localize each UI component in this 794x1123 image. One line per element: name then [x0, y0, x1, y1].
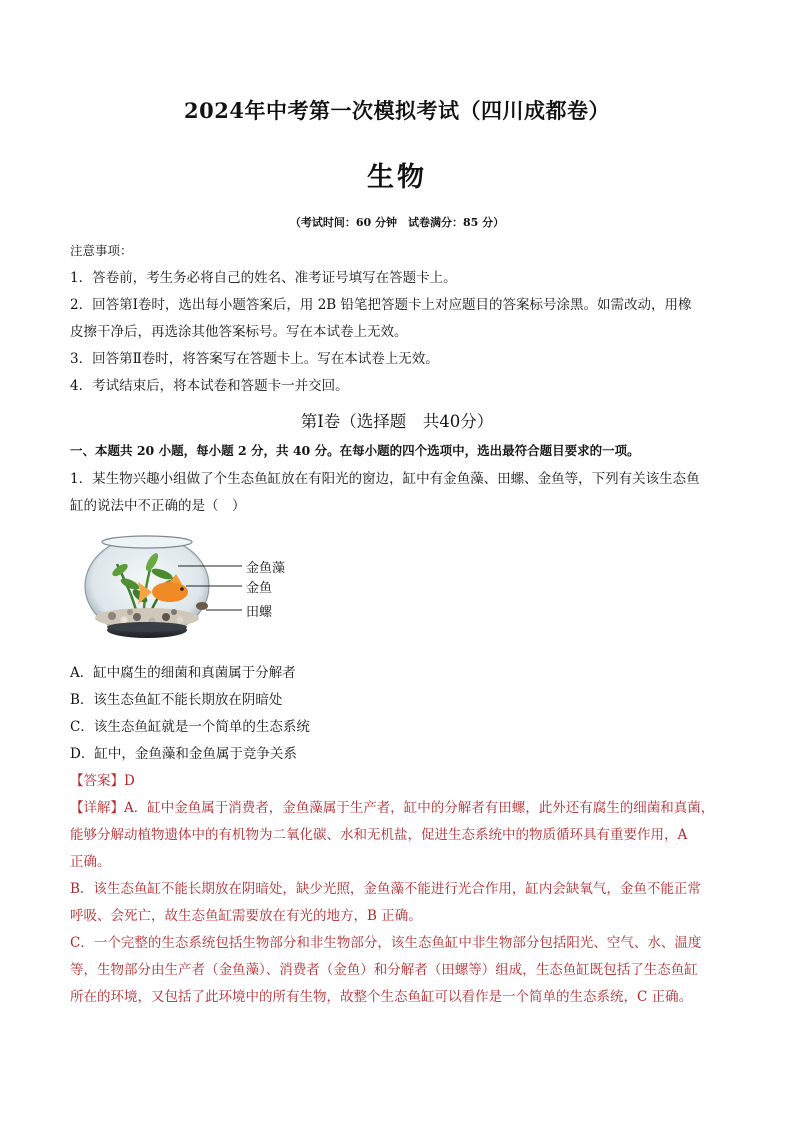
detail-line-6: C．一个完整的生态系统包括生物部分和非生物部分，该生态鱼缸中非生物部分包括阳光、空气、水、温度 [70, 935, 702, 951]
note-item-4: 4．考试结束后，将本试卷和答题卡一并交回。 [70, 378, 349, 394]
exam-time-info: （考试时间：60 分钟 试卷满分：85 分） [289, 216, 505, 229]
note-item-2: 2．回答第Ⅰ卷时，选出每小题答案后，用 2B 铅笔把答题卡上对应题目的答案标号涂黑。如需改动，用橡 [70, 297, 692, 313]
note-item-1: 1．答卷前，考生务必将自己的姓名、准考证号填写在答题卡上。 [70, 270, 457, 286]
figure-label-goldfish: 金鱼 [246, 581, 273, 596]
detail-line-3: 正确。 [70, 854, 111, 870]
subject-title: 生物 [367, 162, 427, 193]
figure-label-snail: 田螺 [246, 605, 273, 620]
option-d: D．缸中，金鱼藻和金鱼属于竞争关系 [70, 746, 297, 762]
note-item-3: 3．回答第Ⅱ卷时，将答案写在答题卡上。写在本试卷上无效。 [70, 351, 439, 367]
snail-shape [196, 602, 208, 610]
note-item-2-cont: 皮擦干净后，再选涂其他答案标号。写在本试卷上无效。 [70, 324, 408, 340]
detail-line-7: 等，生物部分由生产者（金鱼藻）、消费者（金鱼）和分解者（田螺等）组成，生态鱼缸既包括了生态鱼缸 [70, 962, 698, 978]
question-stem-line-2: 缸的说法中不正确的是（ ） [70, 498, 246, 514]
answer-line: 【答案】D [70, 773, 135, 789]
fish-tank-figure [82, 534, 312, 646]
detail-line-2: 能够分解动植物遗体中的有机物为二氧化碳、水和无机盐，促进生态系统中的物质循环具有重要作用，A [70, 827, 688, 843]
option-a: A．缸中腐生的细菌和真菌属于分解者 [70, 665, 296, 681]
option-c: C．该生态鱼缸就是一个简单的生态系统 [70, 719, 310, 735]
question-stem-line-1: 1．某生物兴趣小组做了个生态鱼缸放在有阳光的窗边，缸中有金鱼藻、田螺、金鱼等，下列有关该生态鱼 [70, 471, 700, 487]
detail-line-8: 所在的环境，又包括了此环境中的所有生物，故整个生态鱼缸可以看作是一个简单的生态系统，C 正确。 [70, 989, 693, 1005]
fish-tank-illustration [82, 534, 312, 646]
option-b: B．该生态鱼缸不能长期放在阴暗处 [70, 692, 283, 708]
section-title: 第Ⅰ卷（选择题 共40分） [300, 412, 494, 431]
notes-heading: 注意事项： [70, 243, 133, 258]
detail-line-4: B．该生态鱼缸不能长期放在阴暗处，缺少光照，金鱼藻不能进行光合作用，缸内会缺氧气，金鱼不能正常 [70, 881, 701, 897]
detail-line-1: 【详解】A．缸中金鱼属于消费者，金鱼藻属于生产者，缸中的分解者有田螺，此外还有腐生的细菌和真菌， [70, 800, 715, 816]
detail-line-5: 呼吸、会死亡，故生态鱼缸需要放在有光的地方，B 正确。 [70, 908, 422, 924]
exam-title: 2024年中考第一次模拟考试（四川成都卷） [184, 98, 610, 123]
figure-label-hornwort: 金鱼藻 [246, 561, 286, 576]
section-instruction: 一、本题共 20 小题，每小题 2 分，共 40 分。在每小题的四个选项中，选出最符合题目要求的一项。 [70, 443, 640, 458]
